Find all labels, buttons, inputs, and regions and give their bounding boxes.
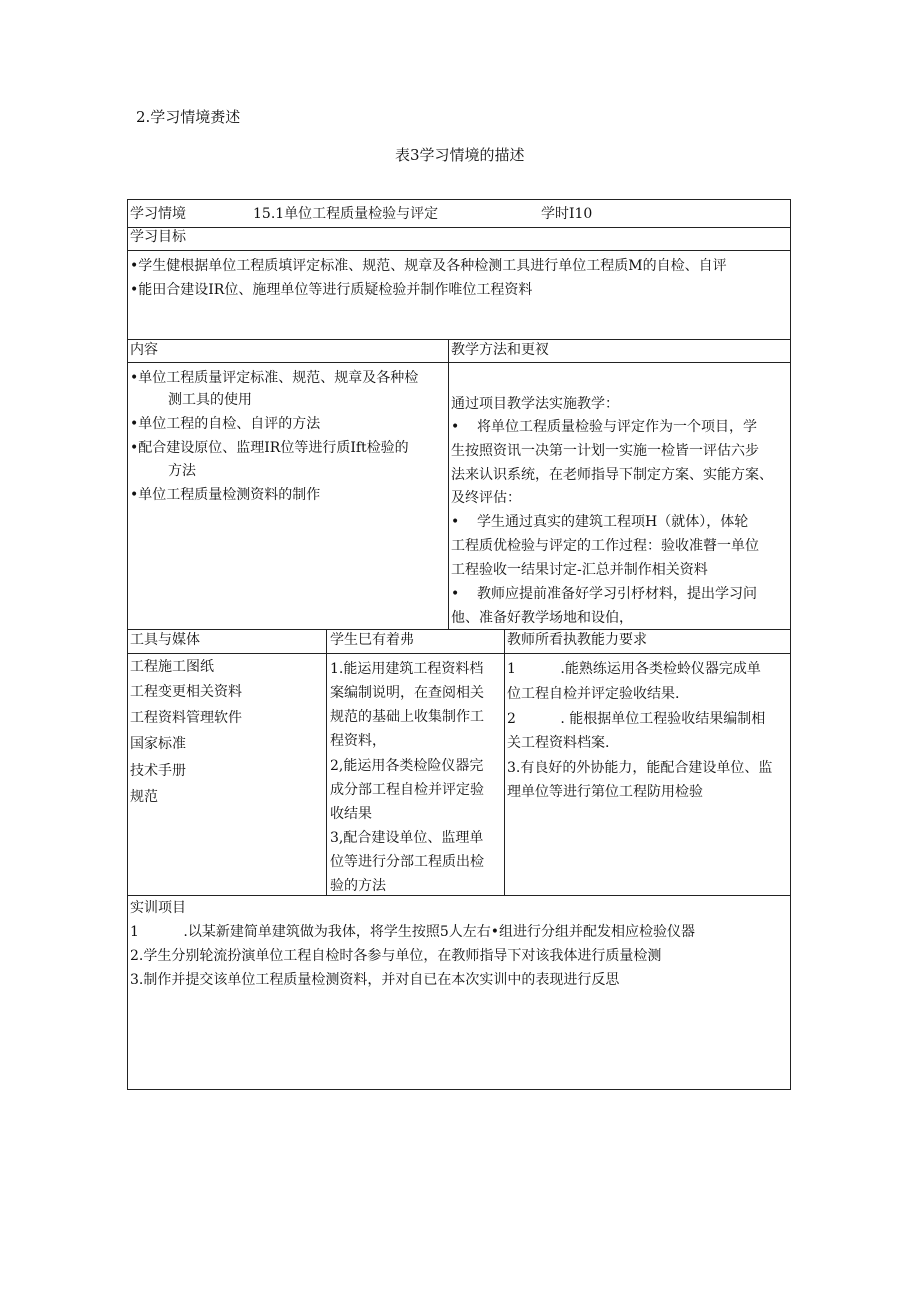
teacher-line: 1 .能熟练运用各类检蛉仪器完成单 bbox=[507, 661, 761, 677]
content-label: 内容 bbox=[130, 342, 158, 358]
tools-label: 工具与媒体 bbox=[130, 632, 200, 648]
method-line: 生按照资讯一决第一计划一实施一检皆一评估六步 bbox=[451, 443, 759, 459]
goals-label: 学习目标 bbox=[130, 229, 186, 245]
content-line: •单位工程的自检、自评的方法 bbox=[130, 416, 321, 432]
method-line: 法来认识系统，在老师指导下制定方案、实能方案、 bbox=[451, 467, 773, 483]
content-line: •配合建设原位、监理IR位等进行质Ift检验的 bbox=[130, 440, 409, 456]
prior-line: 1.能运用建筑工程资料档 bbox=[330, 661, 484, 677]
method-line: 通过项目教学法实施教学： bbox=[451, 396, 619, 412]
table-caption: 表3学习情境的描述 bbox=[395, 146, 525, 164]
training-line: 2.学生分别轮流扮演单位工程自检时各参与单位，在教师指导下对该我体进行质量检测 bbox=[130, 948, 662, 964]
training-label: 实训项目 bbox=[130, 900, 186, 916]
method-line: 及终评估： bbox=[451, 490, 521, 506]
tool-item: 工程资料管理软件 bbox=[130, 710, 242, 726]
teacher-label: 教师所看执教能力要求 bbox=[507, 632, 647, 648]
teacher-line: 关工程资料档案. bbox=[507, 735, 610, 751]
method-line: • 学生通过真实的建筑工程项H（就体），体轮 bbox=[451, 514, 749, 530]
prior-label: 学生巳有着弗 bbox=[330, 632, 414, 648]
training-line: 3.制作并提交该单位工程质量检测资料，并对自已在本次实训中的表现进行反思 bbox=[130, 972, 620, 988]
content-line: 方法 bbox=[168, 463, 196, 479]
training-line: 1 .以某新建简单建筑做为我体，将学生按照5人左右•组进行分组并配发相应检验仪器 bbox=[130, 924, 696, 940]
method-line: 他、准备好教学场地和设伯， bbox=[451, 610, 633, 626]
situation-title: 15.1单位工程质量检验与评定 bbox=[253, 206, 439, 222]
situation-label: 学习情境 bbox=[130, 206, 186, 222]
prior-line: 3,配合建设单位、监理单 bbox=[330, 830, 484, 846]
goal-item: •能田合建设IR位、施理单位等进行质疑检验并制作唯位工程资料 bbox=[130, 282, 533, 298]
prior-line: 案编制说明，在查阅相关 bbox=[330, 685, 484, 701]
tool-item: 国家标准 bbox=[130, 736, 186, 752]
method-label: 教学方法和更衩 bbox=[451, 342, 549, 358]
teacher-line: 2 . 能根据单位工程验收结果编制相 bbox=[507, 711, 766, 727]
teacher-line: 3.有良好的外协能力，能配合建设单位、监 bbox=[507, 760, 773, 776]
method-line: 工程质优检验与评定的工作过程：验收准瞽一单位 bbox=[451, 538, 759, 554]
tool-item: 工程施工图纸 bbox=[130, 659, 214, 675]
teacher-line: 位工程自检并评定验收结果. bbox=[507, 686, 680, 702]
prior-line: 规范的基础上收集制作工 bbox=[330, 709, 484, 725]
content-line: •单位工程质量评定标准、规范、规章及各种检 bbox=[130, 370, 419, 386]
class-hours: 学时I10 bbox=[541, 206, 593, 222]
method-line: • 将单位工程质量检验与评定作为一个项目，学 bbox=[451, 419, 758, 435]
prior-line: 2,能运用各类检险仪器完 bbox=[330, 758, 484, 774]
prior-line: 验的方法 bbox=[330, 878, 386, 894]
tool-item: 规范 bbox=[130, 789, 158, 805]
goal-item: •学生健根据单位工程质填评定标准、规范、规章及各种检测工具进行单位工程质M的自检、自评 bbox=[130, 258, 727, 274]
method-line: 工程验收一结果讨定-汇总并制作相关资料 bbox=[451, 562, 708, 578]
tool-item: 技术手册 bbox=[130, 763, 186, 779]
prior-line: 成分部工程自检并评定验 bbox=[330, 782, 484, 798]
prior-line: 收结果 bbox=[330, 806, 372, 822]
content-line: •单位工程质量检测资料的制作 bbox=[130, 487, 321, 503]
section-heading: 2.学习情境赉述 bbox=[136, 108, 241, 126]
tool-item: 工程变更相关资料 bbox=[130, 684, 242, 700]
method-line: • 教师应提前准备好学习引杼材料，提出学习问 bbox=[451, 586, 758, 602]
prior-line: 位等进行分部工程质出检 bbox=[330, 854, 484, 870]
teacher-line: 理单位等进行第位工程防用检验 bbox=[507, 784, 703, 800]
prior-line: 程资料， bbox=[330, 733, 386, 749]
content-line: 测工具的使用 bbox=[168, 392, 252, 408]
